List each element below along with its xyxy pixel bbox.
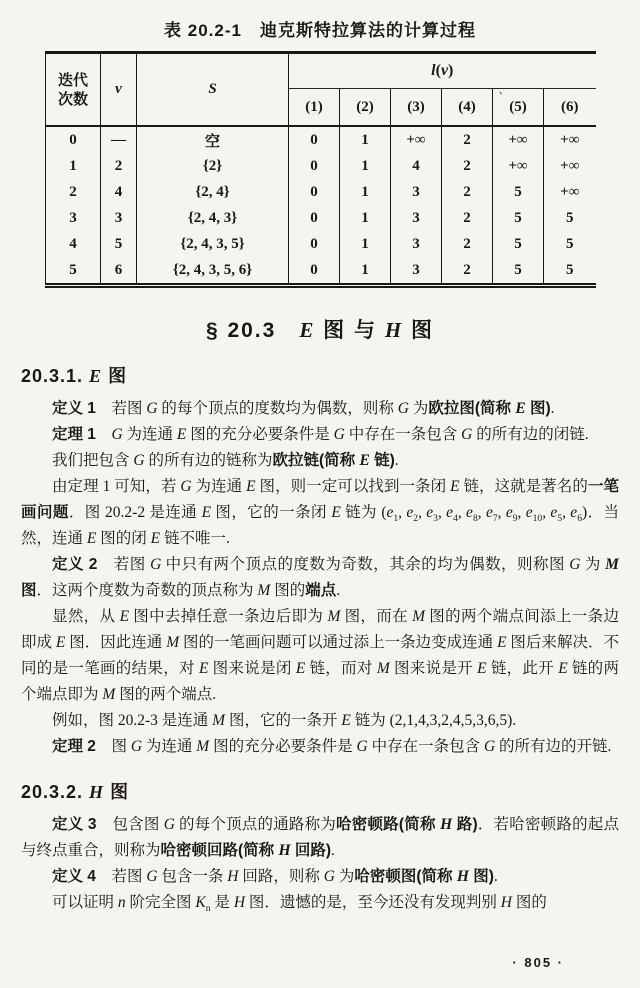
table-row: [46, 205, 596, 231]
cell-l2: 1: [340, 126, 391, 153]
col-header-v: v: [101, 53, 137, 127]
paragraph-thm2: 定理 2 图 G 为连通 M 图的充分必要条件是 G 中存在一条包含 G 的所有边的开链.: [52, 738, 612, 755]
cell-s: {2, 4, 3, 5, 6}: [137, 257, 289, 286]
section-e-body: [21, 396, 619, 760]
table-row: [46, 231, 596, 257]
cell-v: 2: [101, 153, 137, 179]
cell-iter: 5: [69, 261, 77, 278]
cell-l1: 0: [289, 179, 340, 205]
cell-iter: 3: [69, 209, 77, 226]
section-h-body: [21, 812, 619, 916]
cell-iter: 4: [69, 235, 77, 252]
cell-iter: 0: [69, 131, 77, 148]
col-header-sub6: (6): [544, 89, 596, 127]
cell-l2: 1: [340, 231, 391, 257]
page-number: · 805 ·: [512, 955, 564, 970]
paragraph-def2: 定义 2 若图 G 中只有两个顶点的度数为奇数，其余的均为偶数，则称图 G 为 M 图．这两个度数为奇数的顶点称为 M 图的端点.: [21, 556, 619, 599]
col-header-iteration: [46, 53, 101, 127]
cell-v: 4: [101, 179, 137, 205]
col-header-sub1: (1): [289, 89, 340, 127]
cell-v: 6: [101, 257, 137, 286]
col-header-s: S: [137, 53, 289, 127]
cell-l4: 2: [442, 205, 493, 231]
cell-l1: 0: [289, 153, 340, 179]
col-header-iteration-line2: 次数: [57, 90, 88, 108]
table-row: [46, 153, 596, 179]
cell-l5: 5: [493, 257, 544, 286]
cell-l4: 2: [442, 153, 493, 179]
cell-v: —: [101, 126, 137, 153]
cell-l5: 5: [493, 205, 544, 231]
cell-l5: +∞: [493, 126, 544, 153]
cell-iter: 2: [69, 183, 77, 200]
cell-l6: +∞: [544, 126, 596, 153]
cell-l6: 5: [544, 231, 596, 257]
table-row: [46, 179, 596, 205]
cell-l2: 1: [340, 257, 391, 286]
paragraph-def3: 定义 3 包含图 G 的每个顶点的通路称为哈密顿路(简称 H 路)．若哈密顿路的起点与终点重合，则称为哈密顿回路(简称 H 回路).: [21, 816, 619, 859]
cell-l5: 5: [493, 231, 544, 257]
cell-l5: +∞: [493, 153, 544, 179]
table-row: [46, 126, 596, 153]
cell-l1: 0: [289, 231, 340, 257]
cell-v: 5: [101, 231, 137, 257]
cell-v: 3: [101, 205, 137, 231]
cell-s: {2, 4, 3}: [137, 205, 289, 231]
paragraph-example: 例如，图 20.2-3 是连通 M 图，它的一条开 E 链为 (2,1,4,3,2,4,5,3,6,5).: [52, 712, 517, 729]
cell-s: {2, 4}: [137, 179, 289, 205]
subsection-heading-h: 20.3.2. H 图: [21, 782, 130, 802]
col-header-sub5: (5): [493, 89, 544, 127]
cell-l2: 1: [340, 205, 391, 231]
cell-iter: 1: [69, 157, 77, 174]
cell-l3: +∞: [391, 126, 442, 153]
cell-s: {2}: [137, 153, 289, 179]
paragraph-def4: 定义 4 若图 G 包含一条 H 回路，则称 G 为哈密顿图(简称 H 图).: [52, 868, 498, 885]
cell-s: 空: [137, 126, 289, 153]
paragraph-thm1: 定理 1 G 为连通 E 图的充分必要条件是 G 中存在一条包含 G 的所有边的闭链.: [52, 426, 589, 443]
cell-l1: 0: [289, 126, 340, 153]
paragraph-kn: 可以证明 n 阶完全图 $K_n$ 是 H 图．遗憾的是，至今还没有发现判别 H 图的: [52, 894, 547, 915]
cell-l3: 3: [391, 205, 442, 231]
stray-scan-mark: 、: [498, 84, 511, 98]
section-heading: § 20.3 E 图 与 H 图: [205, 318, 435, 342]
col-header-sub3: (3): [391, 89, 442, 127]
cell-l4: 2: [442, 257, 493, 286]
cell-l3: 3: [391, 179, 442, 205]
paragraph-def1: 定义 1 若图 G 的每个顶点的度数均为偶数，则称 G 为欧拉图(简称 E 图).: [52, 400, 555, 417]
cell-s: {2, 4, 3, 5}: [137, 231, 289, 257]
cell-l3: 4: [391, 153, 442, 179]
col-header-sub4: (4): [442, 89, 493, 127]
table-title: 表 20.2-1 迪克斯特拉算法的计算过程: [164, 21, 476, 40]
paragraph-one-stroke: 由定理 1 可知，若 G 为连通 E 图，则一定可以找到一条闭 E 链，这就是著名的一笔画问题．图 20.2-2 是连通 E 图，它的一条闭 E 链为 ($e_1$, $e_2$, $e_3$, $e_4$, $e_8$, $e_7$, $e_9$, $e_{10}$, $e_5$, $e_6$)．当然，连通 E 图的闭 E 链不唯一.: [21, 478, 620, 547]
cell-l5: 5: [493, 179, 544, 205]
col-header-sub2: (2): [340, 89, 391, 127]
cell-l1: 0: [289, 257, 340, 286]
cell-l1: 0: [289, 205, 340, 231]
cell-l4: 2: [442, 126, 493, 153]
cell-l6: +∞: [544, 153, 596, 179]
cell-l6: +∞: [544, 179, 596, 205]
col-header-lv: l(v): [289, 53, 596, 89]
table-row: [46, 257, 596, 286]
col-header-iteration-line1: 迭代: [57, 71, 88, 89]
paragraph-euler-chain: 我们把包含 G 的所有边的链称为欧拉链(简称 E 链).: [52, 452, 399, 469]
subsection-heading-e: 20.3.1. E 图: [21, 366, 128, 386]
cell-l4: 2: [442, 231, 493, 257]
cell-l2: 1: [340, 153, 391, 179]
cell-l4: 2: [442, 179, 493, 205]
cell-l6: 5: [544, 205, 596, 231]
paragraph-m-graph: 显然，从 E 图中去掉任意一条边后即为 M 图，而在 M 图的两个端点间添上一条边即成 E 图．因此连通 M 图的一笔画问题可以通过添上一条边变成连通 E 图后来解决．不同的是一笔画的结果，对 E 图来说是闭 E 链，而对 M 图来说是开 E 链，此开 E 链的两个端点即为 M 图的两个端点.: [21, 608, 619, 703]
cell-l2: 1: [340, 179, 391, 205]
cell-l3: 3: [391, 257, 442, 286]
cell-l3: 3: [391, 231, 442, 257]
cell-l6: 5: [544, 257, 596, 286]
dijkstra-table: [45, 51, 596, 288]
